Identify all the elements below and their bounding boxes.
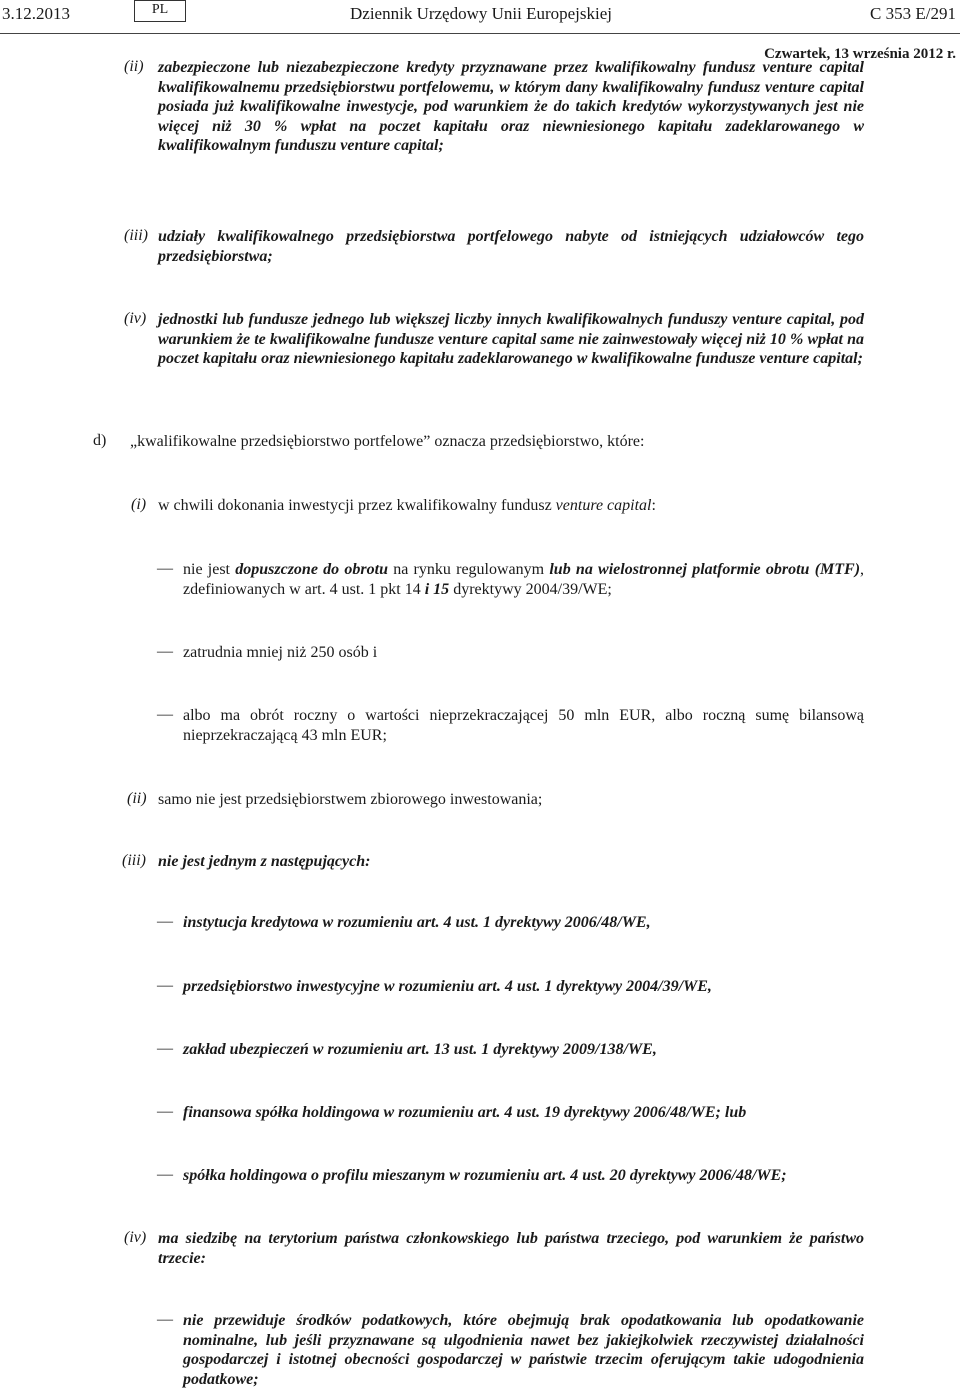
dash-marker: — (157, 1311, 173, 1328)
item-text (158, 496, 864, 516)
dash-marker: — (157, 706, 173, 723)
item-text: zabezpieczone lub niezabezpieczone kredyty przyznawane przez kwalifikowalny fundusz venture capital kwalifikowalnemu przedsiębiorstwu portfelowemu, w którym dany kwalifikowalny fundusz venture capital posiada już kwalifikowalne inwestycje, pod warunkiem że do takich kredytów wykorzystywanych jest nie więcej niż 30 % wpłat na poczet kapitału oraz niewniesionego kapitału zadeklarowanego w kwalifikowalnym funduszu venture capital; (158, 59, 864, 154)
item-text: samo nie jest przedsiębiorstwem zbiorowego inwestowania; (158, 791, 543, 808)
language-badge: PL (134, 0, 186, 22)
item-text: przedsiębiorstwo inwestycyjne w rozumieniu art. 4 ust. 1 dyrektywy 2004/39/WE, (183, 978, 712, 995)
item-number: (ii) (124, 58, 144, 75)
item-number: (iv) (124, 1229, 147, 1246)
text-part: na rynku regulowanym (387, 561, 550, 578)
item-text: albo ma obrót roczny o wartości nieprzekraczającej 50 mln EUR, albo roczną sumę bilansową nieprzekraczającą 43 mln EUR; (183, 707, 864, 744)
text-part-bold: dopuszczone do obrotu (235, 561, 388, 578)
text-part: : (651, 497, 656, 514)
item-text: jednostki lub fundusze jednego lub większej liczby innych kwalifikowalnych funduszy venture capital, pod warunkiem że te kwalifikowalne fundusze venture capital same nie zainwestowały więcej niż 10 % wpłat na poczet kapitału oraz niewniesionego kapitału zadeklarowanego w kwalifikowalne fundusze venture capital; (158, 311, 864, 367)
item-number: (iv) (124, 310, 147, 327)
page-header (0, 0, 960, 30)
item-text: udziały kwalifikowalnego przedsiębiorstwa portfelowego nabyte od istniejących udziałowców tego przedsiębiorstwa; (158, 228, 864, 265)
text-part: nie jest (183, 561, 236, 578)
item-text: nie przewiduje środków podatkowych, które obejmują brak opodatkowania lub opodatkowanie nominalne, lub jeśli przyznawane są ulgodnienia nawet bez jakiejkolwiek rzeczywistej działalności gospodarczej i istotnej obecności gospodarczej w państwie trzecim oferującym takie udogodnienia podatkowe; (183, 1312, 864, 1388)
dash-marker: — (157, 560, 173, 577)
publication-date: 3.12.2013 (2, 4, 70, 23)
item-text (183, 560, 864, 599)
item-text: zakład ubezpieczeń w rozumieniu art. 13 ust. 1 dyrektywy 2009/138/WE, (183, 1041, 657, 1058)
dash-marker: — (157, 1040, 173, 1057)
dash-marker: — (157, 1103, 173, 1120)
item-letter: d) (93, 432, 107, 449)
text-part-italic: venture capital (555, 497, 652, 514)
item-number: (iii) (124, 227, 148, 244)
text-part: w chwili dokonania inwestycji przez kwalifikowalny fundusz (158, 497, 556, 514)
item-number: (iii) (122, 852, 146, 869)
item-text: ma siedzibę na terytorium państwa członkowskiego lub państwa trzeciego, pod warunkiem że państwo trzecie: (158, 1230, 864, 1267)
item-text: nie jest jednym z następujących: (158, 853, 371, 870)
item-text: finansowa spółka holdingowa w rozumieniu art. 4 ust. 19 dyrektywy 2006/48/WE; lub (183, 1104, 747, 1121)
item-text: spółka holdingowa o profilu mieszanym w rozumieniu art. 4 ust. 20 dyrektywy 2006/48/WE; (183, 1167, 787, 1184)
dash-marker: — (157, 977, 173, 994)
header-rule (0, 33, 960, 34)
dash-marker: — (157, 1166, 173, 1183)
item-number: (ii) (127, 790, 147, 807)
item-number: (i) (131, 496, 147, 513)
text-part: dyrektywy 2004/39/WE; (449, 580, 612, 598)
sitting-date: Czwartek, 13 września 2012 r. (764, 46, 956, 62)
text-part-bold: i 15 (424, 580, 450, 598)
item-text: instytucja kredytowa w rozumieniu art. 4 ust. 1 dyrektywy 2006/48/WE, (183, 914, 651, 931)
journal-reference: C 353 E/291 (870, 4, 956, 23)
item-text: „kwalifikowalne przedsiębiorstwo portfelowe” oznacza przedsiębiorstwo, które: (130, 433, 645, 450)
dash-marker: — (157, 913, 173, 930)
journal-title: Dziennik Urzędowy Unii Europejskiej (350, 4, 613, 23)
item-text: zatrudnia mniej niż 250 osób i (183, 644, 378, 661)
dash-marker: — (157, 643, 173, 660)
text-part-bold: lub na wielostronnej platformie obrotu (MTF) (549, 561, 861, 578)
text-part: , zdefiniowanych w art. 4 ust. 1 pkt 14 (183, 561, 865, 598)
